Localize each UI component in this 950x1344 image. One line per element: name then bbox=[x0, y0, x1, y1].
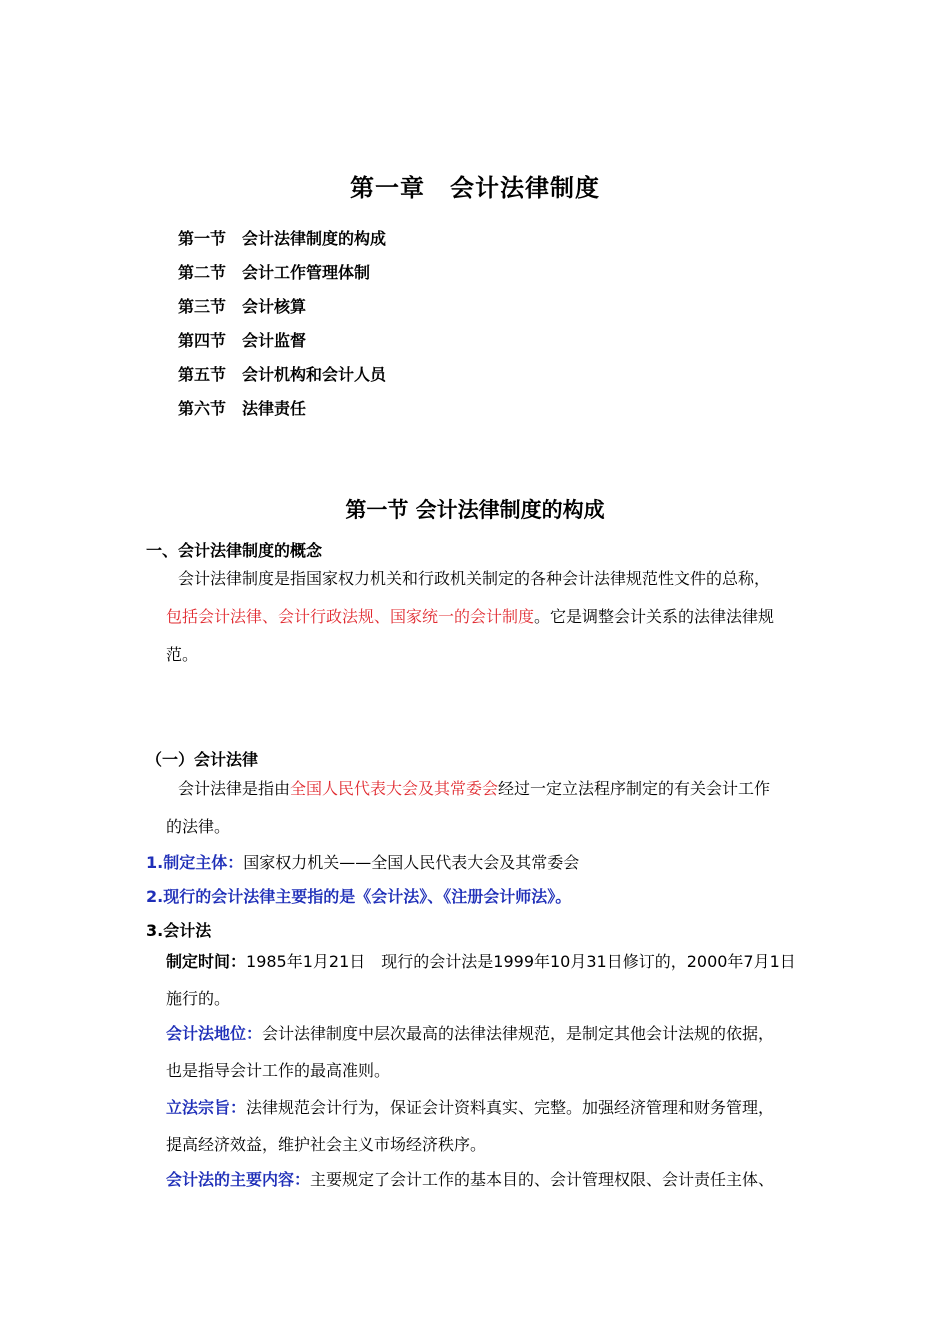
concept-line-2-rest: 。它是调整会计关系的法律法律规 bbox=[534, 607, 775, 626]
law-line-1 bbox=[178, 770, 770, 808]
law-heading: （一）会计法律 bbox=[146, 750, 259, 769]
purpose-line-2: 提高经济效益，维护社会主义市场经济秩序。 bbox=[166, 1135, 487, 1154]
law-line-1-pre: 会计法律是指由 bbox=[178, 779, 291, 798]
toc-item bbox=[178, 226, 386, 249]
enact-time-label: 制定时间： bbox=[166, 952, 247, 971]
toc-item-title: 法律责任 bbox=[242, 399, 307, 418]
content-text: 主要规定了会计工作的基本目的、会计管理权限、会计责任主体、 bbox=[310, 1170, 775, 1189]
chapter-title: 第一章 会计法律制度 bbox=[350, 174, 600, 202]
purpose-text: 法律规范会计行为，保证会计资料真实、完整。加强经济管理和财务管理， bbox=[246, 1098, 775, 1117]
toc-item bbox=[178, 328, 306, 351]
concept-highlight: 包括会计法律、会计行政法规、国家统一的会计制度 bbox=[166, 607, 535, 626]
enact-time-text: 1985年1月21日 现行的会计法是1999年10月31日修订的，2000年7月1日 bbox=[246, 952, 796, 971]
concept-heading: 一、会计法律制度的概念 bbox=[146, 541, 323, 560]
toc-item-title: 会计核算 bbox=[242, 297, 307, 316]
item-3-heading: 3.会计法 bbox=[146, 921, 212, 940]
enact-time-line-2: 施行的。 bbox=[166, 989, 231, 1008]
purpose-line-1 bbox=[166, 1089, 774, 1127]
concept-line-2 bbox=[166, 598, 774, 636]
item-1-label: 1.制定主体： bbox=[146, 853, 244, 872]
toc-item-number: 第五节 bbox=[178, 365, 227, 384]
content-line-1 bbox=[166, 1161, 774, 1199]
status-label: 会计法地位： bbox=[166, 1024, 263, 1043]
toc-item bbox=[178, 294, 306, 317]
section-title: 第一节 会计法律制度的构成 bbox=[345, 498, 605, 522]
law-highlight: 全国人民代表大会及其常委会 bbox=[290, 779, 499, 798]
item-2: 2.现行的会计法律主要指的是《会计法》、《注册会计师法》。 bbox=[146, 887, 572, 906]
toc-item-title: 会计监督 bbox=[242, 331, 307, 350]
toc-item-number: 第六节 bbox=[178, 399, 227, 418]
toc-item-title: 会计工作管理体制 bbox=[242, 263, 371, 282]
status-text: 会计法律制度中层次最高的法律法律规范，是制定其他会计法规的依据， bbox=[262, 1024, 775, 1043]
status-line-2: 也是指导会计工作的最高准则。 bbox=[166, 1061, 391, 1080]
enact-time-line-1 bbox=[166, 943, 796, 981]
concept-line-1: 会计法律制度是指国家权力机关和行政机关制定的各种会计法律规范性文件的总称， bbox=[178, 569, 771, 588]
status-line-1 bbox=[166, 1015, 774, 1053]
item-1 bbox=[146, 850, 579, 873]
toc-item-number: 第四节 bbox=[178, 331, 227, 350]
concept-line-3: 范。 bbox=[166, 645, 199, 664]
law-line-1-post: 经过一定立法程序制定的有关会计工作 bbox=[498, 779, 771, 798]
toc-item-number: 第三节 bbox=[178, 297, 227, 316]
item-1-text: 国家权力机关——全国人民代表大会及其常委会 bbox=[243, 853, 580, 872]
purpose-label: 立法宗旨： bbox=[166, 1098, 247, 1117]
toc-item-title: 会计法律制度的构成 bbox=[242, 229, 387, 248]
content-label: 会计法的主要内容： bbox=[166, 1170, 311, 1189]
toc-item bbox=[178, 396, 306, 419]
toc-item bbox=[178, 362, 386, 385]
toc-item-number: 第一节 bbox=[178, 229, 227, 248]
toc-item-number: 第二节 bbox=[178, 263, 227, 282]
law-line-2: 的法律。 bbox=[166, 817, 231, 836]
toc-item-title: 会计机构和会计人员 bbox=[242, 365, 387, 384]
toc-item bbox=[178, 260, 370, 283]
